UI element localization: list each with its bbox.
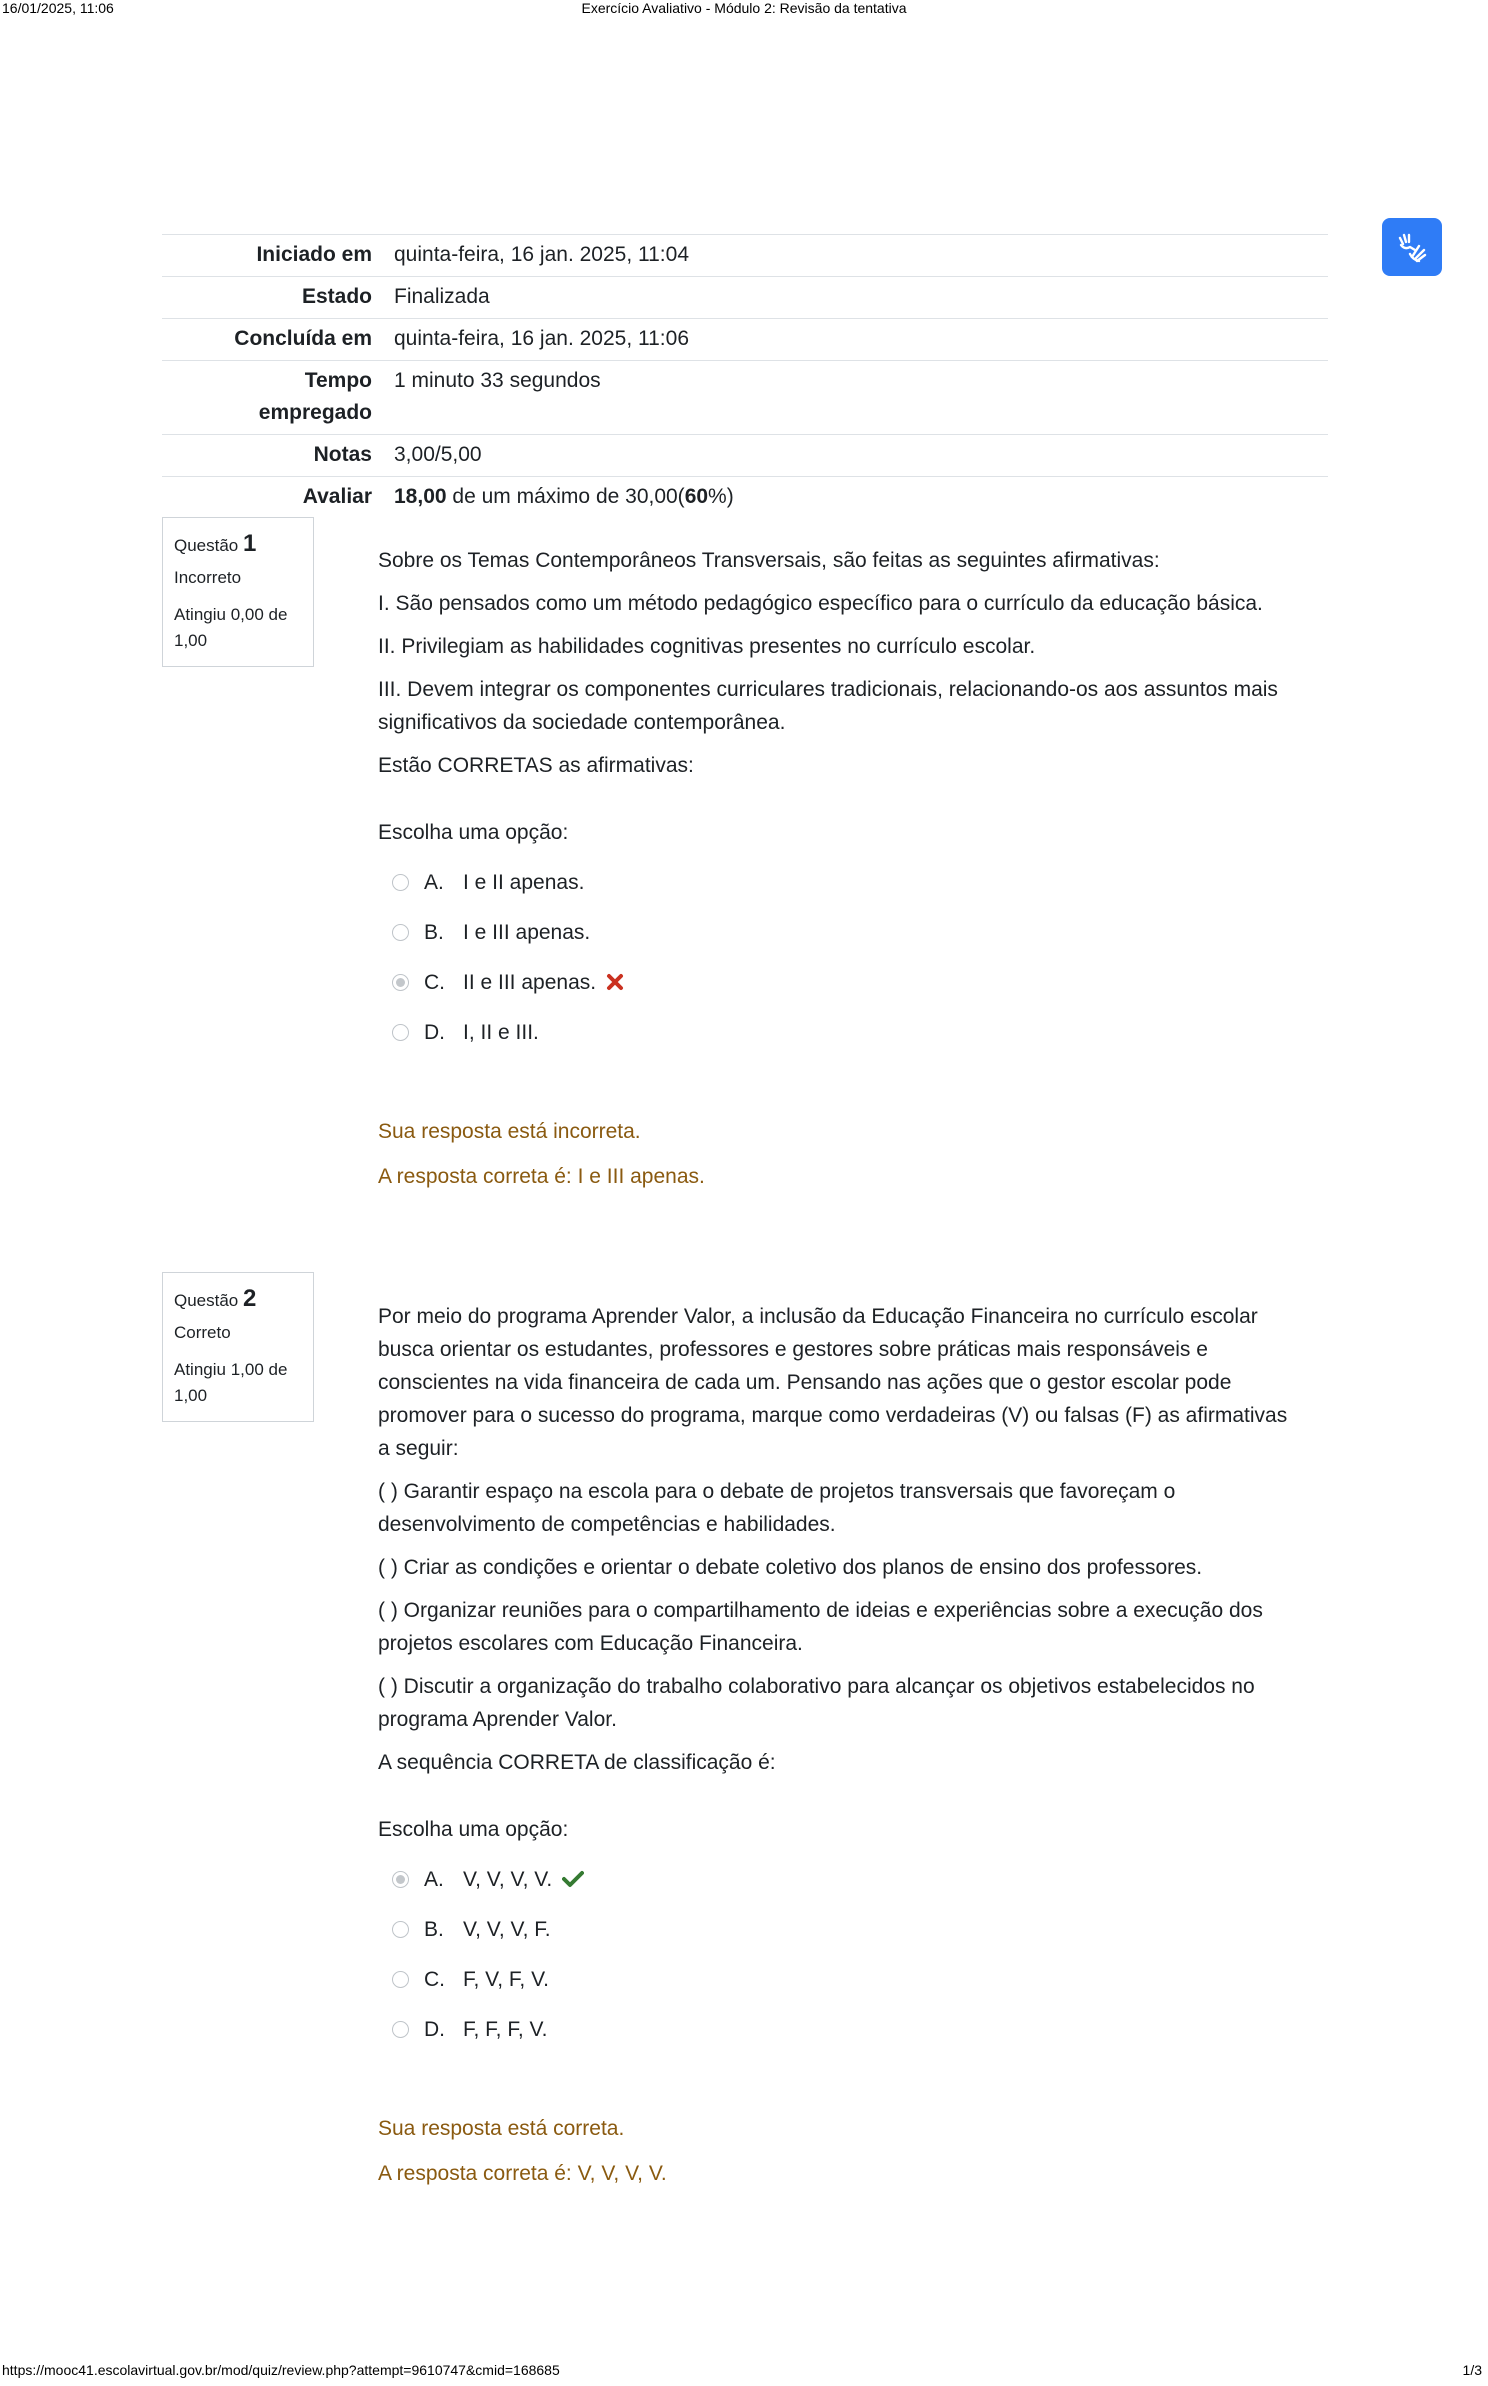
answer-option[interactable]	[378, 1954, 1298, 2004]
option-letter: A.	[424, 870, 444, 894]
option-text: F, V, F, V.	[463, 1967, 549, 1991]
choose-option-prompt: Escolha uma opção:	[378, 821, 569, 844]
question-content-2	[378, 1300, 1298, 2190]
option-text: V, V, V, F.	[463, 1917, 551, 1941]
radio-button-checked[interactable]	[392, 974, 409, 991]
completed-label: Concluída em	[234, 327, 372, 350]
question-state: Incorreto	[174, 568, 242, 587]
time-label-line1: Tempo	[304, 369, 372, 392]
question-grade: Atingiu 0,00 de 1,00	[174, 605, 288, 650]
question-grade: Atingiu 1,00 de 1,00	[174, 1360, 288, 1405]
summary-row-state	[162, 277, 1328, 319]
question-info-2	[162, 1272, 314, 1422]
question-number-value: 2	[243, 1285, 257, 1312]
option-text: I e II apenas.	[463, 870, 585, 894]
summary-row-started	[162, 235, 1328, 277]
question-text: ( ) Criar as condições e orientar o debate coletivo dos planos de ensino dos professores.	[378, 1556, 1203, 1579]
question-text: Sobre os Temas Contemporâneos Transversais, são feitas as seguintes afirmativas:	[378, 549, 1160, 572]
question-text: Por meio do programa Aprender Valor, a inclusão da Educação Financeira no currículo escolar busca orientar os estudantes, professores e gestores sobre práticas mais responsáveis e conscientes na vida financeira de cada um. Pensando nas ações que o gestor escolar pode promover para o sucesso do programa, marque como verdadeiras (V) ou falsas (F) as afirmativas a seguir:	[378, 1305, 1288, 1460]
question-number	[174, 1285, 303, 1313]
accessibility-button[interactable]	[1382, 218, 1442, 276]
completed-value: quinta-feira, 16 jan. 2025, 11:06	[394, 327, 689, 350]
option-letter: C.	[424, 1967, 445, 1991]
grade-score: 18,00	[394, 485, 447, 508]
answer-option[interactable]	[378, 2004, 1298, 2054]
correct-check-icon	[562, 1870, 584, 1888]
incorrect-icon	[606, 973, 624, 991]
option-text: V, V, V, V.	[463, 1867, 553, 1891]
option-text: II e III apenas.	[463, 970, 597, 994]
time-label	[162, 361, 382, 435]
answer-option[interactable]	[378, 1007, 1298, 1057]
question-text: ( ) Organizar reuniões para o compartilhamento de ideias e experiências sobre a execução dos projetos escolares com Educação Financeira.	[378, 1599, 1263, 1655]
radio-button[interactable]	[392, 924, 409, 941]
state-label: Estado	[301, 285, 372, 308]
option-text: I, II e III.	[463, 1020, 539, 1044]
answer-option[interactable]	[378, 907, 1298, 957]
time-label-line2: empregado	[258, 401, 372, 424]
marks-value: 3,00/5,00	[394, 443, 482, 466]
question-text: Estão CORRETAS as afirmativas:	[378, 754, 694, 777]
question-label: Questão	[174, 536, 239, 555]
print-title: Exercício Avaliativo - Módulo 2: Revisão da tentativa	[581, 0, 907, 16]
option-letter: D.	[424, 2017, 445, 2041]
question-text: III. Devem integrar os componentes curriculares tradicionais, relacionando-os aos assuntos mais significativos da sociedade contemporânea.	[378, 678, 1278, 734]
summary-row-time	[162, 361, 1328, 435]
hand-sign-language-icon	[1395, 230, 1429, 264]
summary-row-completed	[162, 319, 1328, 361]
option-letter: A.	[424, 1867, 444, 1891]
print-datetime: 16/01/2025, 11:06	[2, 0, 114, 16]
answer-option[interactable]	[378, 1904, 1298, 1954]
print-url: https://mooc41.escolavirtual.gov.br/mod/quiz/review.php?attempt=9610747&cmid=168685	[2, 2362, 560, 2378]
started-value: quinta-feira, 16 jan. 2025, 11:04	[394, 243, 689, 266]
radio-button[interactable]	[392, 1024, 409, 1041]
radio-button[interactable]	[392, 1921, 409, 1938]
radio-button-checked[interactable]	[392, 1871, 409, 1888]
radio-button[interactable]	[392, 2021, 409, 2038]
correct-answer: A resposta correta é: V, V, V, V.	[378, 2162, 667, 2185]
question-text: A sequência CORRETA de classificação é:	[378, 1751, 776, 1774]
attempt-summary-table	[162, 234, 1328, 518]
grade-value	[382, 477, 1328, 519]
answer-feedback: Sua resposta está correta.	[378, 2117, 625, 2140]
radio-button[interactable]	[392, 1971, 409, 1988]
option-letter: B.	[424, 920, 444, 944]
answer-option-selected[interactable]	[378, 957, 1298, 1007]
print-header	[0, 0, 1488, 20]
state-value: Finalizada	[394, 285, 490, 308]
answer-option-selected[interactable]	[378, 1854, 1298, 1904]
option-letter: C.	[424, 970, 445, 994]
grade-percent-sign: %)	[708, 485, 734, 508]
grade-percent: 60	[684, 485, 709, 508]
print-page-number: 1/3	[1462, 2362, 1482, 2378]
grade-max: de um máximo de 30,00(	[446, 485, 685, 508]
time-value: 1 minuto 33 segundos	[394, 369, 601, 392]
grade-label: Avaliar	[302, 485, 372, 508]
question-text: ( ) Discutir a organização do trabalho colaborativo para alcançar os objetivos estabelecidos no programa Aprender Valor.	[378, 1675, 1255, 1731]
question-info-1	[162, 517, 314, 667]
summary-row-marks	[162, 435, 1328, 477]
question-text: ( ) Garantir espaço na escola para o debate de projetos transversais que favoreçam o desenvolvimento de competências e habilidades.	[378, 1480, 1176, 1536]
question-number	[174, 530, 303, 558]
question-label: Questão	[174, 1291, 239, 1310]
option-letter: B.	[424, 1917, 444, 1941]
option-text: I e III apenas.	[463, 920, 591, 944]
marks-label: Notas	[313, 443, 372, 466]
correct-answer: A resposta correta é: I e III apenas.	[378, 1165, 705, 1188]
started-label: Iniciado em	[256, 243, 372, 266]
radio-button[interactable]	[392, 874, 409, 891]
option-letter: D.	[424, 1020, 445, 1044]
question-state: Correto	[174, 1323, 231, 1342]
summary-row-grade	[162, 477, 1328, 519]
answer-option[interactable]	[378, 857, 1298, 907]
choose-option-prompt: Escolha uma opção:	[378, 1818, 569, 1841]
question-number-value: 1	[243, 530, 257, 557]
answer-feedback: Sua resposta está incorreta.	[378, 1120, 641, 1143]
question-text: I. São pensados como um método pedagógico específico para o currículo da educação básica.	[378, 592, 1263, 615]
question-text: II. Privilegiam as habilidades cognitivas presentes no currículo escolar.	[378, 635, 1036, 658]
question-content-1	[378, 544, 1298, 1193]
option-text: F, F, F, V.	[463, 2017, 548, 2041]
